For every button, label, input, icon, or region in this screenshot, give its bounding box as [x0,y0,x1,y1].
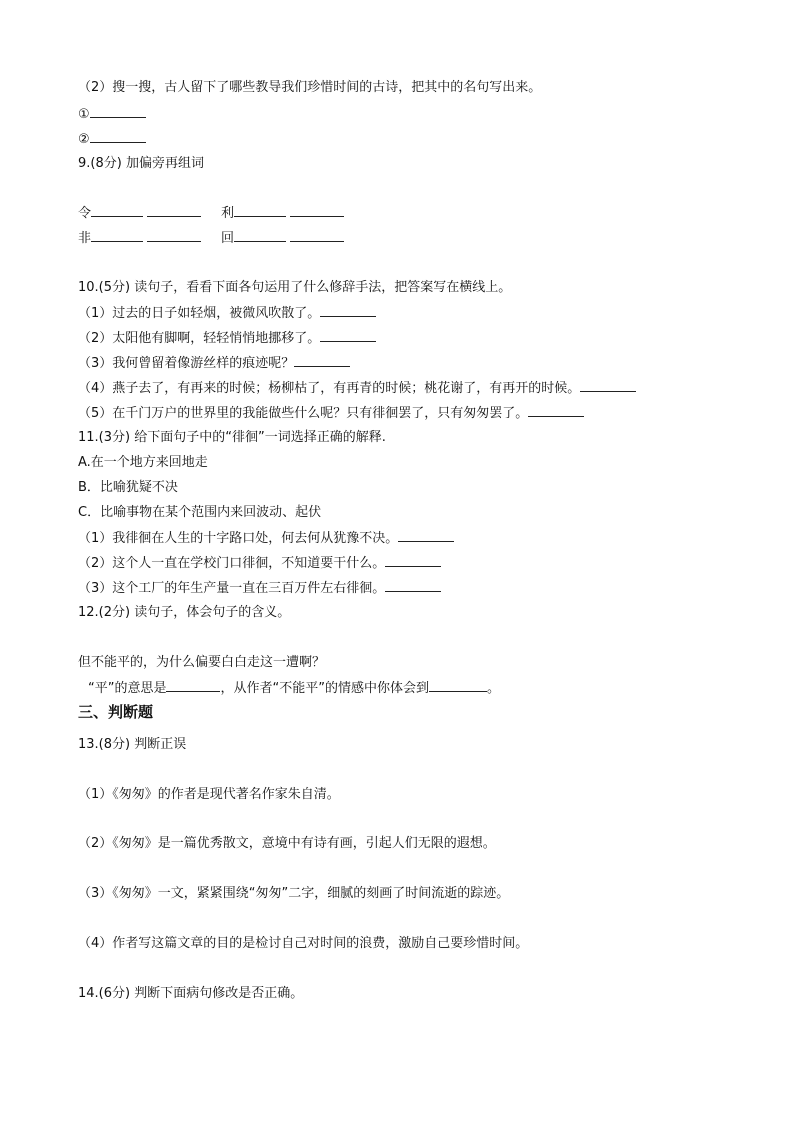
q10-item-text: （4）燕子去了，有再来的时候；杨柳枯了，有再青的时候；桃花谢了，有再开的时候。 [78,381,581,396]
char-li: 利 [221,206,235,221]
answer-blank[interactable] [580,379,636,392]
q9-title: 9.(8分) 加偏旁再组词 [78,156,204,171]
q13-item-4: （4）作者写这篇文章的目的是检讨自己对时间的浪费，激励自己要珍惜时间。 [78,936,529,951]
q11-item-text: （2）这个人一直在学校门口徘徊，不知道要干什么。 [78,556,386,571]
answer-blank[interactable] [90,130,146,143]
q12-title: 12.(2分) 读句子，体会句子的含义。 [78,605,291,620]
q11-item-text: （3）这个工厂的年生产量一直在三百万件左右徘徊。 [78,581,386,596]
q9-row-2 [78,229,344,248]
q12-prompt-2: ，从作者“不能平”的情感中你体会到 [220,681,429,696]
answer-blank[interactable] [320,304,376,317]
q11-option-c: C．比喻事物在某个范围内来回波动、起伏 [78,505,322,520]
q9-row-1 [78,204,344,223]
char-hui: 回 [221,231,235,246]
q10-item-text: （2）太阳他有脚啊，轻轻悄悄地挪移了。 [78,331,321,346]
char-fei: 非 [78,231,92,246]
char-ling: 令 [78,206,92,221]
q12-answer-line [88,679,500,698]
q10-title: 10.(5分) 读句子，看看下面各句运用了什么修辞手法，把答案写在横线上。 [78,280,512,295]
q8-subquestion-2: （2）搜一搜，古人留下了哪些教导我们珍惜时间的古诗，把其中的名句写出来。 [78,80,542,95]
q11-item-2 [78,554,441,573]
answer-blank[interactable] [385,579,441,592]
answer-blank[interactable] [294,354,350,367]
q13-item-2: （2）《匆匆》是一篇优秀散文，意境中有诗有画，引起人们无限的遐想。 [78,836,496,851]
q13-item-1: （1）《匆匆》的作者是现代著名作家朱自清。 [78,787,340,802]
q11-option-b: B．比喻犹疑不决 [78,480,178,495]
answer-blank[interactable] [147,229,201,242]
section-heading-judgement: 三、判断题 [78,703,154,721]
q10-item-text: （3）我何曾留着像游丝样的痕迹呢？ [78,356,295,371]
q12-prompt-1: “平”的意思是 [88,681,167,696]
q10-item-3 [78,354,350,373]
answer-blank[interactable] [91,204,143,217]
answer-blank[interactable] [91,229,143,242]
answer-blank[interactable] [234,204,286,217]
q11-item-text: （1）我徘徊在人生的十字路口处，何去何从犹豫不决。 [78,531,399,546]
answer-blank[interactable] [385,554,441,567]
q13-title: 13.(8分) 判断正误 [78,737,187,752]
q10-item-2 [78,329,376,348]
q12-prompt-3: 。 [486,681,500,696]
answer-blank[interactable] [147,204,201,217]
q8-answer-line-2 [78,130,146,149]
q11-item-3 [78,579,441,598]
answer-blank[interactable] [166,679,220,692]
marker-1: ① [78,107,90,122]
q11-option-a: A.在一个地方来回地走 [78,455,208,470]
q11-item-1 [78,529,454,548]
q13-item-3: （3）《匆匆》一文，紧紧围绕“匆匆”二字，细腻的刻画了时间流逝的踪迹。 [78,886,510,901]
answer-blank[interactable] [234,229,286,242]
q12-sentence: 但不能平的，为什么偏要白白走这一遭啊？ [78,655,326,670]
answer-blank[interactable] [320,329,376,342]
q8-answer-line-1 [78,105,146,124]
q10-item-4 [78,379,636,398]
q10-item-5 [78,404,584,423]
q10-item-1 [78,304,376,323]
q10-item-text: （1）过去的日子如轻烟，被微风吹散了。 [78,306,321,321]
answer-blank[interactable] [90,105,146,118]
answer-blank[interactable] [398,529,454,542]
answer-blank[interactable] [290,204,344,217]
answer-blank[interactable] [429,679,487,692]
q11-title: 11.(3分) 给下面句子中的“徘徊”一词选择正确的解释. [78,430,386,445]
answer-blank[interactable] [290,229,344,242]
q14-title: 14.(6分) 判断下面病句修改是否正确。 [78,986,304,1001]
answer-blank[interactable] [528,404,584,417]
marker-2: ② [78,132,90,147]
q10-item-text: （5）在千门万户的世界里的我能做些什么呢？只有徘徊罢了，只有匆匆罢了。 [78,406,529,421]
